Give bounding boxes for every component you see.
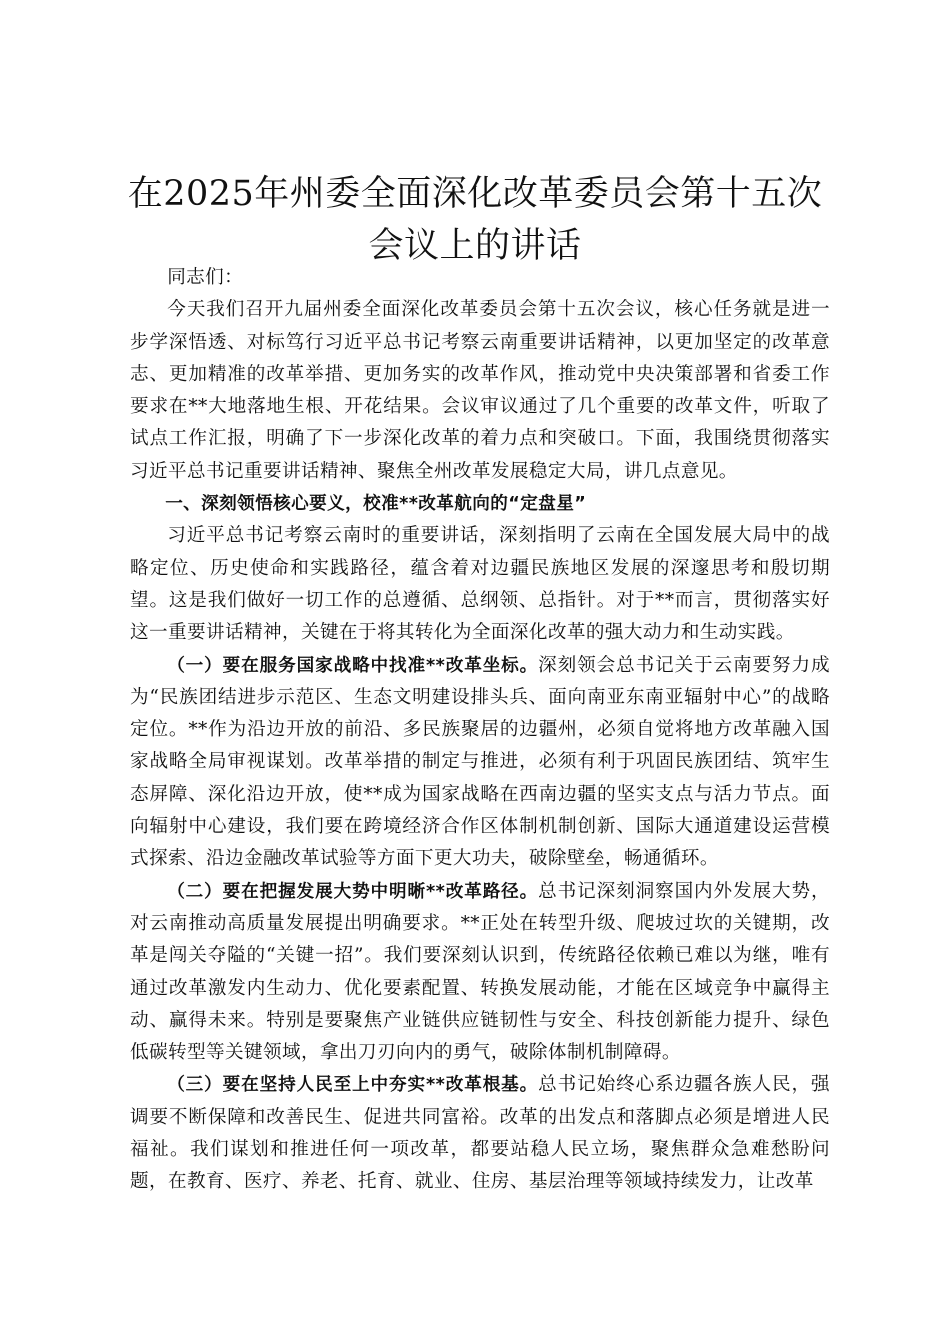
salutation: 同志们：: [167, 267, 244, 288]
section-1-paragraph: 习近平总书记考察云南时的重要讲话，深刻指明了云南在全国发展大局中的战略定位、历史使命和实践路径，蕴含着对边疆民族地区发展的深邃思考和殷切期望。这是我们做好一切工作的总遵循、总纲领、总指针。对于**而言，贯彻落实好这一重要讲话精神，关键在于将其转化为全面深化改革的强大动力和生动实践。: [130, 525, 830, 644]
point-2-text: 总书记深刻洞察国内外发展大势，对云南推动高质量发展提出明确要求。**正处在转型升级、爬坡过坎的关键期，改革是闯关夺隘的“关键一招”。我们要深刻认识到，传统路径依赖已难以为继，唯有通过改革激发内生动力、优化要素配置、转换发展动能，才能在区域竞争中赢得主动、赢得未来。特别是要聚焦产业链供应链韧性与安全、科技创新能力提升、绿色低碳转型等关键领域，拿出刀刃向内的勇气，破除体制机制障碍。: [130, 880, 830, 1064]
point-3-paragraph: [130, 1069, 830, 1198]
point-2-paragraph: [130, 876, 830, 1070]
intro-paragraph: 今天我们召开九届州委全面深化改革委员会第十五次会议，核心任务就是进一步学深悟透、对标笃行习近平总书记考察云南重要讲话精神，以更加坚定的改革意志、更加精准的改革举措、更加务实的改革作风，推动党中央决策部署和省委工作要求在**大地落地生根、开花结果。会议审议通过了几个重要的改革文件，听取了试点工作汇报，明确了下一步深化改革的着力点和突破口。下面，我围绕贯彻落实习近平总书记重要讲话精神、聚焦全州改革发展稳定大局，讲几点意见。: [130, 299, 830, 482]
title-line-2: 会议上的讲话: [368, 226, 582, 266]
point-3-text: 总书记始终心系边疆各族人民，强调要不断保障和改善民生、促进共同富裕。改革的出发点和落脚点必须是增进人民福祉。我们谋划和推进任何一项改革，都要站稳人民立场，聚焦群众急难愁盼问题，在教育、医疗、养老、托育、就业、住房、基层治理等领域持续发力，让改革: [130, 1074, 830, 1193]
point-3-lead: （三）要在坚持人民至上中夯实**改革根基。: [167, 1075, 539, 1096]
point-1-text: 深刻领会总书记关于云南要努力成为“民族团结进步示范区、生态文明建设排头兵、面向南亚东南亚辐射中心”的战略定位。**作为沿边开放的前沿、多民族聚居的边疆州，必须自觉将地方改革融入国家战略全局审视谋划。改革举措的制定与推进，必须有利于巩固民族团结、筑牢生态屏障、深化沿边开放，使**成为国家战略在西南边疆的坚实支点与活力节点。面向辐射中心建设，我们要在跨境经济合作区体制机制创新、国际大通道建设运营模式探索、沿边金融改革试验等方面下更大功夫，破除壁垒，畅通循环。: [130, 654, 830, 870]
point-2-lead: （二）要在把握发展大势中明晰**改革路径。: [167, 881, 539, 902]
section-1-heading: 一、深刻领悟核心要义，校准**改革航向的“定盘星”: [165, 494, 587, 515]
document-body: [130, 262, 830, 1199]
document-title: [100, 168, 850, 272]
title-line-1: 在2025年州委全面深化改革委员会第十五次: [127, 174, 823, 214]
point-1-paragraph: [130, 650, 830, 876]
point-1-lead: （一）要在服务国家战略中找准**改革坐标。: [167, 655, 539, 676]
